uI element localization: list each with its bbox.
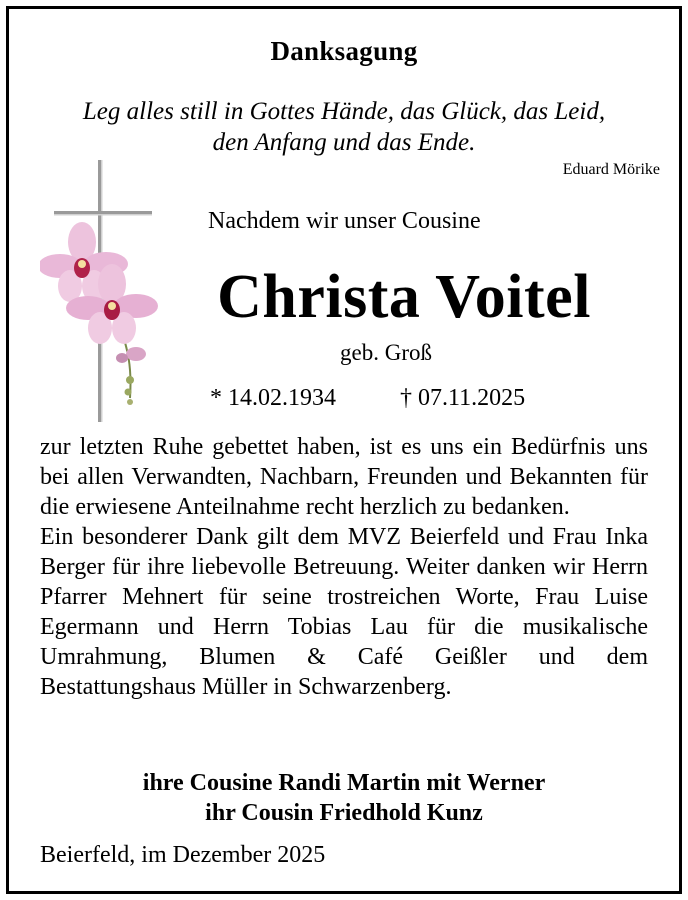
thanks-paragraph-1: zur letzten Ruhe gebettet haben, ist es uns ein Bedürfnis uns bei allen Verwandten, Nachbarn, Freunden und Bekannten für die erwiesene Anteilnahme recht herzlich zu bedanken. (40, 434, 648, 520)
quote-line-1: Leg alles still in Gottes Hände, das Glück, das Leid, (82, 98, 606, 125)
signer-line-1: ihre Cousine Randi Martin mit Werner (142, 770, 546, 796)
quote-line-2: den Anfang und das Ende. (212, 129, 476, 156)
death-date: † 07.11.2025 (400, 385, 526, 411)
place-date: Beierfeld, im Dezember 2025 (40, 842, 326, 868)
signers (0, 768, 688, 828)
notice-heading: Danksagung (270, 36, 418, 66)
thanks-paragraph-2: Ein besonderer Dank gilt dem MVZ Beierfeld und Frau Inka Berger für ihre liebevolle Betreuung. Weiter danken wir Herrn Pfarrer Mehnert für seine trostreichen Worte, Frau Luise Egermann und Herrn Tobias Lau für die musikalische Umrahmung, Blumen & Café Geißler und dem Bestattungshaus Müller in Schwarzenberg. (40, 524, 648, 700)
birth-date: * 14.02.1934 (210, 385, 336, 411)
intro-text: Nachdem wir unser Cousine (208, 208, 481, 234)
birth-name: geb. Groß (340, 340, 432, 365)
quote (0, 96, 688, 158)
thanks-text (40, 432, 648, 702)
signer-line-2: ihr Cousin Friedhold Kunz (205, 800, 483, 826)
quote-author: Eduard Mörike (562, 161, 660, 178)
deceased-name: Christa Voitel (217, 263, 591, 331)
